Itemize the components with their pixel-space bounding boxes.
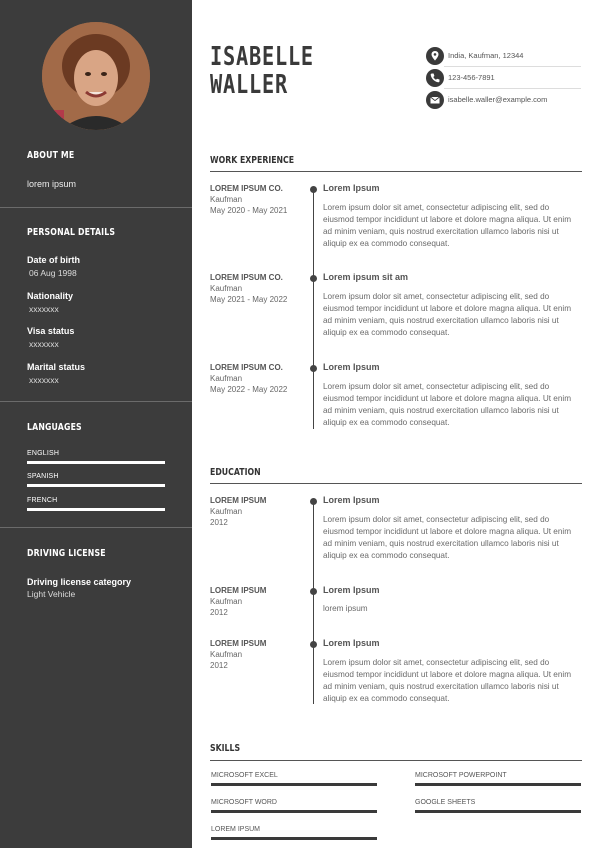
education-heading: EDUCATION [210,467,261,478]
section-rule [210,483,582,484]
education-place: Kaufman [210,650,243,659]
work-org: LOREM IPSUM CO. [210,184,283,193]
driving-license-value: Light Vehicle [27,589,76,599]
education-org: LOREM IPSUM [210,496,267,505]
languages-heading: LANGUAGES [27,422,82,433]
contact-phone-text: 123-456-7891 [448,73,495,82]
skill-name: LOREM IPSUM [211,826,261,833]
skill-name: MICROSOFT EXCEL [211,772,278,779]
timeline-dot [310,365,317,372]
detail-value-dob: 06 Aug 1998 [29,268,77,278]
skill-bar [415,783,581,786]
section-rule [210,760,582,761]
sidebar-divider [0,527,192,528]
phone-icon [426,69,444,87]
timeline-dot [310,641,317,648]
detail-label-nationality: Nationality [27,291,74,301]
language-bar-spanish [27,484,165,487]
last-name: WALLER [210,70,288,100]
personal-details-heading: PERSONAL DETAILS [27,227,116,238]
work-dates: May 2021 - May 2022 [210,295,288,304]
timeline-dot [310,275,317,282]
work-experience-heading: WORK EXPERIENCE [210,155,295,166]
profile-photo-illustration [42,22,150,130]
work-dates: May 2020 - May 2021 [210,206,288,215]
contact-divider [444,66,581,67]
sidebar-divider [0,401,192,402]
education-dates: 2012 [210,608,228,617]
work-dates: May 2022 - May 2022 [210,385,288,394]
work-description: Lorem ipsum dolor sit amet, consectetur adipiscing elit, sed do eiusmod tempor incididunt ut labore et dolore magna aliqua. Ut enim ad minim veniam, quis nostrud exercitation ullamco laboris nisi ut aliquip ex ea commodo consequat. [323,203,572,248]
skill-bar [211,783,377,786]
detail-value-marital: xxxxxxx [29,375,59,385]
skill-bar [211,837,377,840]
skill-bar [415,810,581,813]
about-heading: ABOUT ME [27,150,75,161]
contact-phone [426,68,581,90]
education-place: Kaufman [210,597,243,606]
work-title: Lorem ipsum sit am [323,272,409,282]
contact-location-text: India, Kaufman, 12344 [448,51,524,60]
work-place: Kaufman [210,374,243,383]
detail-label-marital: Marital status [27,362,86,372]
language-name-french: FRENCH [27,497,58,504]
education-description: Lorem ipsum dolor sit amet, consectetur adipiscing elit, sed do eiusmod tempor incididunt ut labore et dolore magna aliqua. Ut enim ad minim veniam, quis nostrud exercitation ullamco laboris nisi ut aliquip ex ea commodo consequat. [323,658,572,703]
detail-label-visa: Visa status [27,326,75,336]
section-rule [210,171,582,172]
skill-bar [211,810,377,813]
first-name: ISABELLE [210,42,314,72]
language-name-english: ENGLISH [27,450,60,457]
work-place: Kaufman [210,195,243,204]
education-org: LOREM IPSUM [210,586,267,595]
profile-photo [42,22,150,130]
education-org: LOREM IPSUM [210,639,267,648]
contact-location [426,46,581,68]
contact-divider [444,88,581,89]
skill-name: MICROSOFT WORD [211,799,277,806]
skill-name: GOOGLE SHEETS [415,799,476,806]
sidebar-divider [0,207,192,208]
timeline-dot [310,498,317,505]
contact-email [426,90,581,112]
education-dates: 2012 [210,661,228,670]
about-text: lorem ipsum [27,179,77,189]
envelope-icon [426,91,444,109]
work-timeline-line [313,188,314,429]
education-description: Lorem ipsum dolor sit amet, consectetur adipiscing elit, sed do eiusmod tempor incididunt ut labore et dolore magna aliqua. Ut enim ad minim veniam, quis nostrud exercitation ullamco laboris nisi ut aliquip ex ea commodo consequat. [323,515,572,560]
language-bar-english [27,461,165,464]
timeline-dot [310,588,317,595]
education-place: Kaufman [210,507,243,516]
education-description: lorem ipsum [323,604,368,613]
education-timeline-line [313,500,314,704]
education-title: Lorem Ipsum [323,638,380,648]
language-bar-french [27,508,165,511]
sidebar [0,0,192,848]
work-description: Lorem ipsum dolor sit amet, consectetur adipiscing elit, sed do eiusmod tempor incididunt ut labore et dolore magna aliqua. Ut enim ad minim veniam, quis nostrud exercitation ullamco laboris nisi ut aliquip ex ea commodo consequat. [323,382,572,427]
driving-license-label: Driving license category [27,577,132,587]
skills-heading: SKILLS [210,743,241,754]
driving-license-heading: DRIVING LICENSE [27,548,106,559]
detail-value-nationality: xxxxxxx [29,304,59,314]
detail-value-visa: xxxxxxx [29,339,59,349]
education-title: Lorem Ipsum [323,495,380,505]
work-description: Lorem ipsum dolor sit amet, consectetur adipiscing elit, sed do eiusmod tempor incididunt ut labore et dolore magna aliqua. Ut enim ad minim veniam, quis nostrud exercitation ullamco laboris nisi ut aliquip ex ea commodo consequat. [323,292,572,337]
contact-email-text: isabelle.waller@example.com [448,95,548,104]
work-place: Kaufman [210,284,243,293]
map-pin-icon [426,47,444,65]
education-title: Lorem Ipsum [323,585,380,595]
timeline-dot [310,186,317,193]
work-org: LOREM IPSUM CO. [210,273,283,282]
language-name-spanish: SPANISH [27,473,59,480]
work-title: Lorem Ipsum [323,362,380,372]
skill-name: MICROSOFT POWERPOINT [415,772,507,779]
work-org: LOREM IPSUM CO. [210,363,283,372]
detail-label-dob: Date of birth [27,255,80,265]
work-title: Lorem Ipsum [323,183,380,193]
education-dates: 2012 [210,518,228,527]
